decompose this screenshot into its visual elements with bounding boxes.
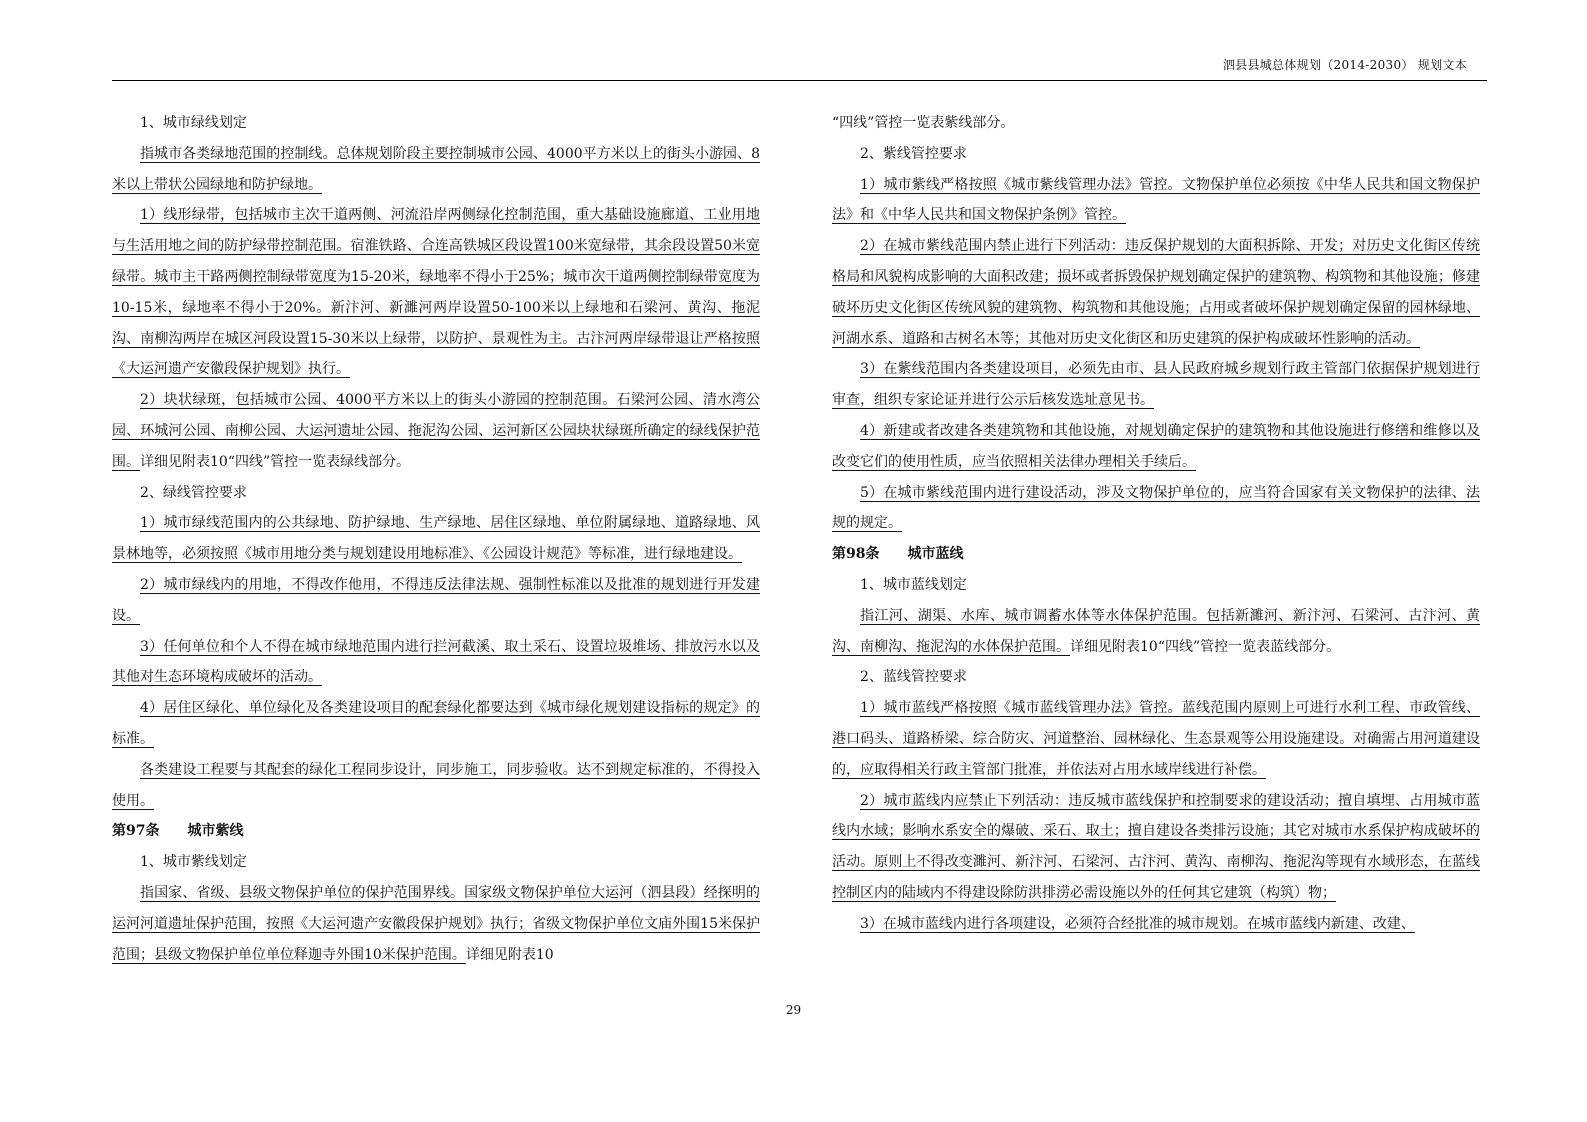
paragraph — [112, 878, 760, 970]
paragraph-text: 2、绿线管控要求 — [140, 484, 247, 501]
section-label — [832, 570, 1480, 601]
section-label — [832, 662, 1480, 693]
reference-text: 详细见附表10“四线”管控一览表绿线部分。 — [140, 453, 411, 470]
paragraph-text: 1、城市绿线划定 — [140, 115, 247, 131]
section-label — [832, 139, 1480, 170]
paragraph-text: “四线”管控一览表紫线部分。 — [832, 115, 1015, 131]
paragraph — [112, 632, 760, 694]
section-label — [112, 847, 760, 878]
paragraph — [832, 601, 1480, 663]
paragraph-text: 5）在城市紫线范围内进行建设活动，涉及文物保护单位的，应当符合国家有关文物保护的法律、法规的规定。 — [832, 484, 1480, 532]
paragraph — [832, 170, 1480, 232]
article-heading — [112, 816, 760, 847]
paragraph-text: 1）城市蓝线严格按照《城市蓝线管理办法》管控。蓝线范围内原则上可进行水利工程、市政管线、港口码头、道路桥梁、综合防灾、河道整治、园林绿化、生态景观等公用设施建设。对确需占用河道建设的，应取得相关行政主管部门批准，并依法对占用水域岸线进行补偿。 — [832, 700, 1480, 778]
paragraph — [112, 508, 760, 570]
paragraph-text: 指城市各类绿地范围的控制线。总体规划阶段主要控制城市公园、4000平方米以上的街头小游园、8米以上带状公园绿地和防护绿地。 — [112, 145, 760, 193]
reference-text: 详细见附表10 — [465, 946, 554, 963]
section-label — [112, 478, 760, 509]
paragraph-text: 3）在城市蓝线内进行各项建设，必须符合经批准的城市规划。在城市蓝线内新建、改建、 — [860, 915, 1415, 932]
article-title: 城市蓝线 — [907, 546, 964, 563]
underlined-text: 指江河、湖渠、水库、城市调蓄水体等水体保护范围。包括新濉河、新汴河、石梁河、古汴河、黄沟、南柳沟、拖泥沟的水体保护范围。 — [832, 607, 1480, 655]
paragraph — [112, 200, 760, 385]
paragraph-text: 1、城市紫线划定 — [140, 854, 247, 871]
article-number: 第97条 — [112, 823, 160, 840]
article-title: 城市紫线 — [187, 823, 244, 840]
paragraph-text: 2、紫线管控要求 — [860, 145, 967, 162]
article-heading — [832, 539, 1480, 570]
paragraph — [112, 385, 760, 477]
paragraph-text: 2、蓝线管控要求 — [860, 669, 967, 686]
section-label — [112, 108, 760, 139]
paragraph — [832, 909, 1480, 940]
paragraph — [832, 416, 1480, 478]
paragraph — [832, 693, 1480, 785]
paragraph-text: 3）在紫线范围内各类建设项目，必须先由市、县人民政府城乡规划行政主管部门依据保护规划进行审查，组织专家论证并进行公示后核发选址意见书。 — [832, 361, 1480, 409]
paragraph-text: 1）城市紫线严格按照《城市紫线管理办法》管控。文物保护单位必须按《中华人民共和国文物保护法》和《中华人民共和国文物保护条例》管控。 — [832, 176, 1480, 224]
paragraph — [112, 755, 760, 817]
page-number: 29 — [785, 1003, 802, 1017]
left-column — [112, 108, 760, 970]
reference-text: 详细见附表10“四线”管控一览表蓝线部分。 — [1070, 638, 1341, 655]
underlined-text: 指国家、省级、县级文物保护单位的保护范围界线。国家级文物保护单位大运河（泗县段）经探明的运河河道遗址保护范围，按照《大运河遗产安徽段保护规划》执行；省级文物保护单位文庙外围15米保护范围；县级文物保护单位单位释迦寺外围10米保护范围。 — [112, 884, 760, 963]
paragraph-text: 2）城市绿线内的用地，不得改作他用，不得违反法律法规、强制性标准以及批准的规划进行开发建设。 — [112, 576, 760, 624]
paragraph-text: 各类建设工程要与其配套的绿化工程同步设计，同步施工，同步验收。达不到规定标准的，不得投入使用。 — [112, 761, 760, 809]
header-rule — [112, 80, 1487, 81]
paragraph — [832, 478, 1480, 540]
paragraph-text: 2）城市蓝线内应禁止下列活动：违反城市蓝线保护和控制要求的建设活动；擅自填埋、占用城市蓝线内水域；影响水系安全的爆破、采石、取土；擅自建设各类排污设施；其它对城市水系保护构成破坏的活动。原则上不得改变濉河、新汴河、石梁河、古汴河、黄沟、南柳沟、拖泥沟等现有水域形态，在蓝线控制区内的陆域内不得建设除防洪排涝必需设施以外的任何其它建筑（构筑）物； — [832, 792, 1480, 901]
underlined-text: 2）块状绿斑，包括城市公园、4000平方米以上的街头小游园的控制范围。石梁河公园、清水湾公园、环城河公园、南柳公园、大运河遗址公园、拖泥沟公园、运河新区公园块状绿斑所确定的绿线保护范围。 — [112, 392, 760, 470]
paragraph — [112, 693, 760, 755]
paragraph-text: 1）城市绿线范围内的公共绿地、防护绿地、生产绿地、居住区绿地、单位附属绿地、道路绿地、风景林地等，必须按照《城市用地分类与规划建设用地标准》、《公园设计规范》等标准，进行绿地建设。 — [112, 515, 760, 563]
paragraph-text: 1）线形绿带，包括城市主次干道两侧、河流沿岸两侧绿化控制范围，重大基础设施廊道、工业用地与生活用地之间的防护绿带控制范围。宿淮铁路、合连高铁城区段设置100米宽绿带，其余段设置50米宽绿带。城市主干路两侧控制绿带宽度为15-20米，绿地率不得小于25%；城市次干道两侧控制绿带宽度为10-15米，绿地率不得小于20%。新汴河、新濉河两岸设置50-100米以上绿地和石梁河、黄沟、拖泥沟、南柳沟两岸在城区河段设置15-30米以上绿带，以防护、景观性为主。古汴河两岸绿带退让严格按照《大运河遗产安徽段保护规划》执行。 — [112, 207, 760, 378]
paragraph — [832, 354, 1480, 416]
right-column — [832, 108, 1480, 940]
paragraph-text: 4）新建或者改建各类建筑物和其他设施，对规划确定保护的建筑物和其他设施进行修缮和维修以及改变它们的使用性质，应当依照相关法律办理相关手续后。 — [832, 422, 1480, 470]
running-header: 泗县县城总体规划（2014-2030） 规划文本 — [1222, 58, 1467, 72]
paragraph-text: 4）居住区绿化、单位绿化及各类建设项目的配套绿化都要达到《城市绿化规划建设指标的规定》的标准。 — [112, 700, 760, 747]
paragraph — [112, 139, 760, 201]
paragraph-text: 1、城市蓝线划定 — [860, 576, 967, 593]
paragraph-text: 2）在城市紫线范围内禁止进行下列活动：违反保护规划的大面积拆除、开发；对历史文化街区传统格局和风貌构成影响的大面积改建；损坏或者拆毁保护规划确定保护的建筑物、构筑物和其他设施；修建破坏历史文化街区传统风貌的建筑物、构筑物和其他设施；占用或者破坏保护规划确定保留的园林绿地、河湖水系、道路和古树名木等；其他对历史文化街区和历史建筑的保护构成破坏性影响的活动。 — [832, 238, 1480, 347]
paragraph — [832, 231, 1480, 354]
article-number: 第98条 — [832, 546, 880, 563]
paragraph — [112, 570, 760, 632]
section-label — [832, 108, 1480, 139]
paragraph — [832, 786, 1480, 909]
paragraph-text: 3）任何单位和个人不得在城市绿地范围内进行拦河截溪、取土采石、设置垃圾堆场、排放污水以及其他对生态环境构成破坏的活动。 — [112, 638, 760, 686]
